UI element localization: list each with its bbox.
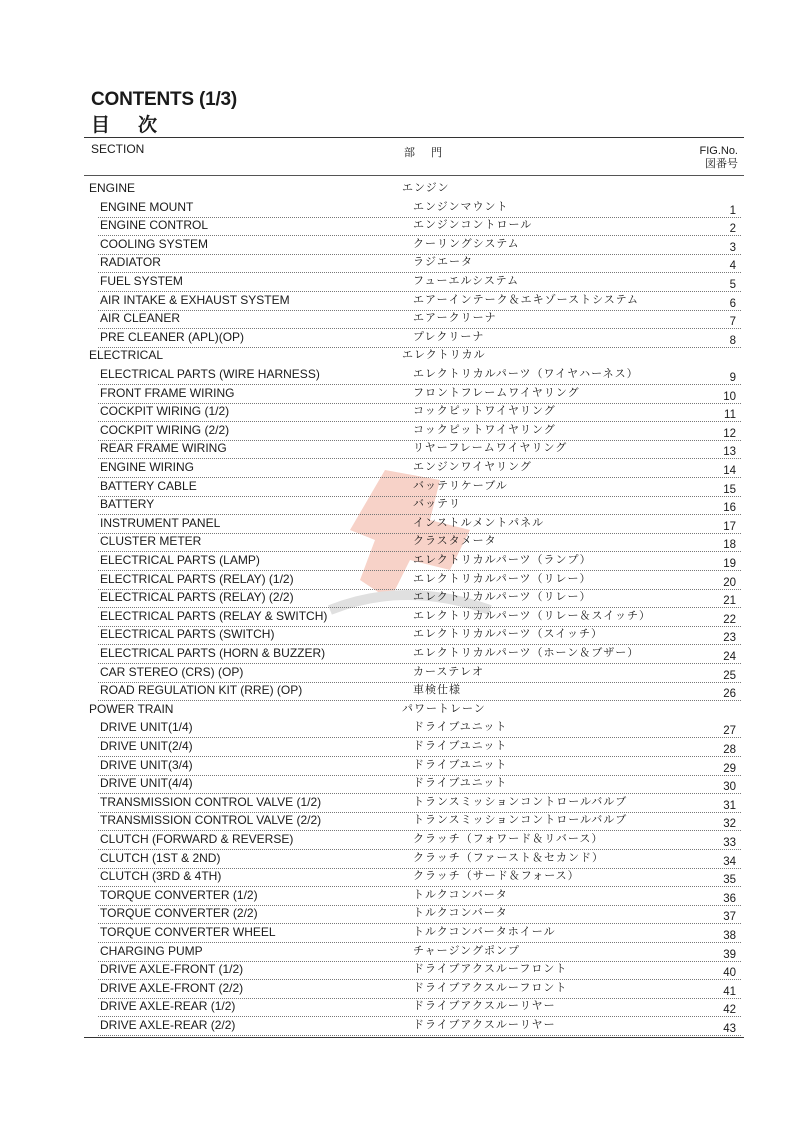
row-label-jp: インストルメントパネル <box>413 515 545 529</box>
fig-number: 43 <box>723 1023 736 1035</box>
row-label-jp: エレクトリカルパーツ（リレー＆スイッチ） <box>413 608 652 622</box>
row-label-jp: エレクトリカル <box>402 348 486 362</box>
fig-number: 29 <box>723 762 736 775</box>
row-label-jp: バッテリ <box>413 497 461 511</box>
fig-number: 41 <box>723 985 736 998</box>
row-label-jp: トランスミッションコントロールバルブ <box>413 794 628 808</box>
row-label-jp: トルクコンバータホイール <box>413 925 556 938</box>
row-label-en: DRIVE AXLE-REAR (1/2) <box>100 999 236 1014</box>
row-label-jp: ドライブユニット <box>413 739 508 752</box>
row-label-jp: エレクトリカルパーツ（ワイヤハーネス） <box>413 367 639 380</box>
page-title-jp: 目次 <box>91 114 186 136</box>
row-label-en: DRIVE UNIT(2/4) <box>100 739 193 753</box>
table-row <box>0 943 793 961</box>
fig-number: 32 <box>723 818 736 831</box>
row-label-jp: クラッチ（サード＆フォース） <box>413 869 580 883</box>
row-label-jp: 車検仕様 <box>413 683 461 697</box>
row-label-jp: バッテリケーブル <box>413 478 508 492</box>
row-label-jp: チャージングポンプ <box>413 943 520 957</box>
fig-number: 30 <box>723 781 736 794</box>
fig-number: 26 <box>723 688 736 701</box>
fig-number: 34 <box>723 855 736 868</box>
fig-number: 1 <box>729 204 736 217</box>
row-label-en: RADIATOR <box>100 255 161 270</box>
table-row <box>0 812 793 830</box>
fig-number: 23 <box>723 632 736 645</box>
table-row <box>0 1017 793 1035</box>
table-row <box>0 980 793 998</box>
table-row <box>0 236 793 254</box>
fig-number: 38 <box>723 930 736 942</box>
row-label-en: DRIVE AXLE-REAR (2/2) <box>100 1018 236 1032</box>
row-label-jp: ドライブユニット <box>413 776 508 790</box>
row-label-jp: ドライブアクスルーリヤー <box>413 999 556 1013</box>
fig-number: 11 <box>724 409 736 422</box>
row-label-en: DRIVE AXLE-FRONT (2/2) <box>100 980 244 995</box>
row-label-en: TORQUE CONVERTER (2/2) <box>100 906 258 921</box>
row-label-en: COOLING SYSTEM <box>100 236 209 251</box>
section-row <box>0 347 793 365</box>
table-row <box>0 571 793 589</box>
section-row <box>0 701 793 719</box>
header-bumon: 部門 <box>404 146 458 159</box>
row-label-en: DRIVE AXLE-FRONT (1/2) <box>100 962 244 977</box>
row-label-en: FUEL SYSTEM <box>100 274 183 288</box>
fig-number: 15 <box>723 483 736 496</box>
fig-number: 20 <box>723 576 736 589</box>
fig-number: 4 <box>729 260 736 273</box>
table-row <box>0 589 793 607</box>
fig-number: 27 <box>723 725 736 738</box>
bottom-rule <box>84 1037 744 1038</box>
table-row <box>0 385 793 403</box>
row-label-jp: ドライブアクスルーフロント <box>413 962 568 976</box>
fig-number: 40 <box>723 967 736 980</box>
table-row <box>0 719 793 737</box>
row-label-en: DRIVE UNIT(3/4) <box>100 757 193 772</box>
row-label-en: ELECTRICAL PARTS (HORN & BUZZER) <box>100 646 326 660</box>
fig-number: 42 <box>723 1004 736 1017</box>
fig-number: 28 <box>723 744 736 756</box>
fig-number: 7 <box>729 316 736 329</box>
fig-number: 3 <box>729 241 736 254</box>
row-label-jp: コックピットワイヤリング <box>413 422 556 436</box>
row-label-jp: エンジンワイヤリング <box>413 460 532 473</box>
row-label-en: TORQUE CONVERTER WHEEL <box>100 925 276 939</box>
table-row <box>0 329 793 347</box>
fig-number: 18 <box>723 539 736 552</box>
table-row <box>0 608 793 626</box>
table-row <box>0 515 793 533</box>
fig-number: 25 <box>723 669 736 682</box>
fig-number: 14 <box>723 465 736 477</box>
table-row <box>0 403 793 421</box>
table-row <box>0 794 793 812</box>
row-label-en: ENGINE WIRING <box>100 460 195 474</box>
row-label-en: POWER TRAIN <box>89 701 174 716</box>
row-label-en: ELECTRICAL PARTS (RELAY & SWITCH) <box>100 608 328 623</box>
fig-number: 10 <box>723 390 736 403</box>
table-row <box>0 905 793 923</box>
table-row <box>0 664 793 682</box>
row-label-jp: パワートレーン <box>402 701 486 715</box>
fig-number: 5 <box>729 279 736 291</box>
row-label-jp: カーステレオ <box>413 664 485 678</box>
fig-number: 39 <box>723 948 736 961</box>
table-row <box>0 682 793 700</box>
fig-number: 2 <box>729 223 736 236</box>
header-fig-line2: 図番号 <box>705 158 738 170</box>
row-label-jp: クラッチ（フォワード＆リバース） <box>413 832 604 845</box>
row-label-en: COCKPIT WIRING (1/2) <box>100 404 230 419</box>
table-row <box>0 273 793 291</box>
table-row <box>0 254 793 272</box>
row-label-jp: ドライブアクスルーリヤー <box>413 1018 556 1031</box>
section-row <box>0 180 793 198</box>
fig-number: 8 <box>729 334 736 347</box>
row-label-en: AIR INTAKE & EXHAUST SYSTEM <box>100 292 290 307</box>
table-row <box>0 366 793 384</box>
row-label-en: TRANSMISSION CONTROL VALVE (2/2) <box>100 813 322 828</box>
table-row <box>0 645 793 663</box>
fig-number: 24 <box>723 651 736 663</box>
row-label-en: CLUTCH (1ST & 2ND) <box>100 850 221 865</box>
fig-number: 37 <box>723 911 736 924</box>
row-label-en: PRE CLEANER (APL)(OP) <box>100 329 245 344</box>
fig-number: 17 <box>723 520 736 533</box>
row-label-jp: エンジンマウント <box>413 199 509 213</box>
row-label-jp: ドライブアクスルーフロント <box>413 980 568 994</box>
row-label-en: ENGINE MOUNT <box>100 199 194 214</box>
row-label-en: ELECTRICAL PARTS (RELAY) (1/2) <box>100 571 294 586</box>
row-label-en: BATTERY CABLE <box>100 478 197 493</box>
table-row <box>0 310 793 328</box>
row-label-jp: リヤーフレームワイヤリング <box>413 441 568 455</box>
row-label-jp: エアークリーナ <box>413 311 497 325</box>
fig-number: 21 <box>723 595 736 608</box>
row-label-jp: トルクコンバータ <box>413 906 508 920</box>
fig-number: 19 <box>723 558 736 570</box>
row-label-jp: エレクトリカルパーツ（リレー） <box>413 571 592 585</box>
row-label-jp: クラッチ（ファースト＆セカンド） <box>413 850 605 864</box>
header-section: SECTION <box>91 142 145 156</box>
row-label-jp: エレクトリカルパーツ（ランプ） <box>413 553 592 566</box>
row-label-jp: プレクリーナ <box>413 329 485 343</box>
table-row <box>0 217 793 235</box>
table-row <box>0 478 793 496</box>
table-row <box>0 887 793 905</box>
row-label-jp: クーリングシステム <box>413 236 520 250</box>
fig-number: 13 <box>723 446 736 459</box>
row-label-jp: エレクトリカルパーツ（スイッチ） <box>413 627 604 641</box>
table-row <box>0 738 793 756</box>
row-label-jp: ラジエータ <box>413 255 473 269</box>
table-row <box>0 868 793 886</box>
fig-number: 12 <box>723 427 736 440</box>
fig-number: 35 <box>723 874 736 887</box>
row-label-en: ELECTRICAL PARTS (LAMP) <box>100 553 260 567</box>
row-label-en: DRIVE UNIT(1/4) <box>100 720 193 735</box>
row-label-en: TRANSMISSION CONTROL VALVE (1/2) <box>100 794 322 809</box>
table-row <box>0 422 793 440</box>
table-row <box>0 292 793 310</box>
row-label-en: AIR CLEANER <box>100 311 181 326</box>
table-row <box>0 924 793 942</box>
row-label-jp: エンジンコントロール <box>413 218 533 232</box>
row-label-jp: エアーインテーク＆エキゾーストシステム <box>413 292 640 306</box>
table-row <box>0 626 793 644</box>
row-label-en: REAR FRAME WIRING <box>100 441 227 456</box>
row-label-en: COCKPIT WIRING (2/2) <box>100 422 230 437</box>
row-label-jp: エレクトリカルパーツ（リレー） <box>413 590 592 604</box>
row-label-jp: クラスタメータ <box>413 534 497 548</box>
table-row <box>0 850 793 868</box>
row-label-en: ELECTRICAL PARTS (RELAY) (2/2) <box>100 590 294 605</box>
row-label-jp: フロントフレームワイヤリング <box>413 385 580 399</box>
row-label-en: INSTRUMENT PANEL <box>100 515 221 530</box>
header-rule <box>84 175 744 176</box>
row-label-en: TORQUE CONVERTER (1/2) <box>100 887 258 902</box>
fig-number: 36 <box>723 892 736 905</box>
top-rule <box>84 137 744 138</box>
row-label-en: CLUSTER METER <box>100 534 202 549</box>
fig-number: 16 <box>723 502 736 515</box>
row-label-en: ENGINE <box>89 181 136 195</box>
row-label-jp: エンジン <box>402 181 450 194</box>
table-row <box>0 961 793 979</box>
row-label-en: ENGINE CONTROL <box>100 218 209 233</box>
fig-number: 31 <box>723 799 736 812</box>
row-label-en: CLUTCH (FORWARD & REVERSE) <box>100 832 294 846</box>
header-fig-no <box>690 145 738 171</box>
table-row <box>0 496 793 514</box>
row-label-jp: エレクトリカルパーツ（ホーン＆ブザー） <box>413 646 640 659</box>
table-row <box>0 998 793 1016</box>
row-label-en: DRIVE UNIT(4/4) <box>100 776 193 791</box>
table-row <box>0 199 793 217</box>
row-label-jp: ドライブユニット <box>413 720 508 734</box>
row-label-en: CHARGING PUMP <box>100 943 203 958</box>
row-label-en: CAR STEREO (CRS) (OP) <box>100 664 244 679</box>
row-label-en: ELECTRICAL PARTS (WIRE HARNESS) <box>100 367 320 381</box>
fig-number: 33 <box>723 837 736 849</box>
row-label-en: ELECTRICAL PARTS (SWITCH) <box>100 627 275 642</box>
row-label-en: BATTERY <box>100 497 155 512</box>
row-label-jp: トルクコンバータ <box>413 887 508 901</box>
row-label-jp: ドライブユニット <box>413 757 508 771</box>
row-label-en: ELECTRICAL <box>89 348 164 363</box>
table-row <box>0 552 793 570</box>
fig-number: 9 <box>729 372 736 384</box>
row-label-jp: コックピットワイヤリング <box>413 404 556 418</box>
table-row <box>0 757 793 775</box>
page-title: CONTENTS (1/3) <box>91 89 238 110</box>
table-row <box>0 533 793 551</box>
table-row <box>0 459 793 477</box>
row-label-en: ROAD REGULATION KIT (RRE) (OP) <box>100 683 303 698</box>
row-label-jp: フューエルシステム <box>413 274 520 287</box>
table-row <box>0 831 793 849</box>
fig-number: 22 <box>723 613 736 626</box>
row-label-en: FRONT FRAME WIRING <box>100 385 235 400</box>
header-fig-line1: FIG.No. <box>699 145 738 157</box>
fig-number: 6 <box>729 297 736 310</box>
row-label-jp: トランスミッションコントロールバルブ <box>413 813 628 827</box>
table-row <box>0 775 793 793</box>
table-row <box>0 440 793 458</box>
row-label-en: CLUTCH (3RD & 4TH) <box>100 869 222 884</box>
